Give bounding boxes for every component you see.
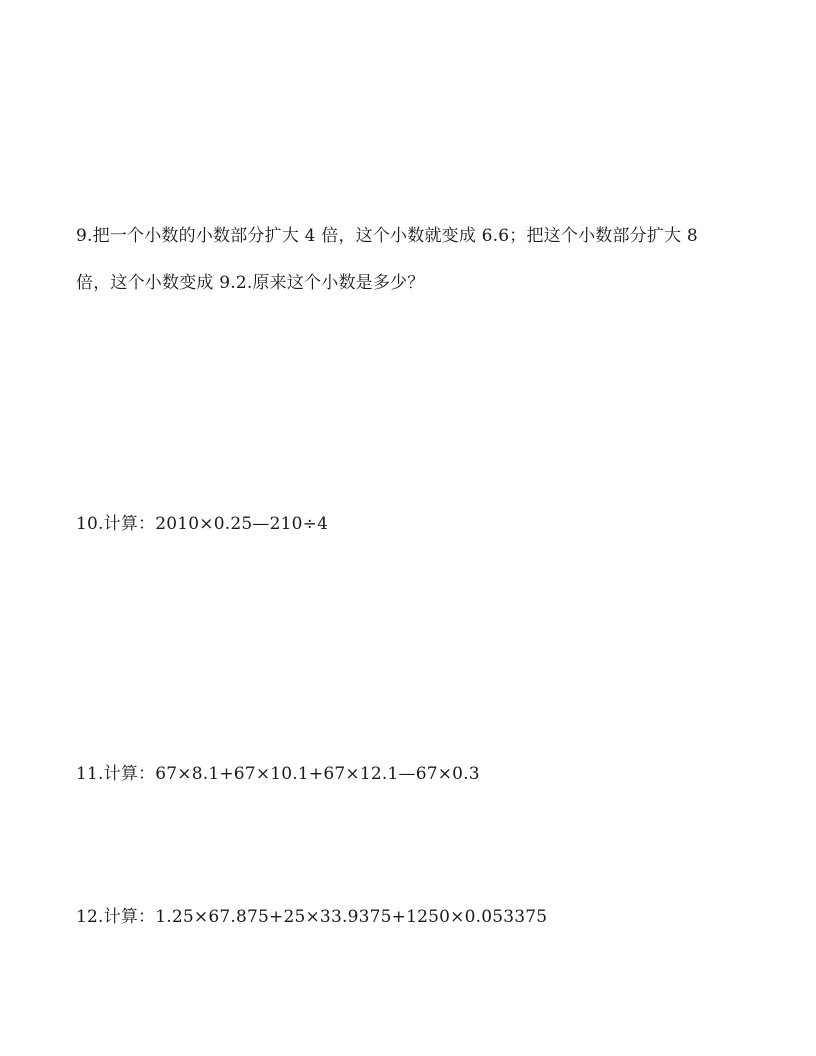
question-9-line-2: 倍，这个小数变成 9.2.原来这个小数是多少？ [76,273,425,293]
question-11: 11.计算：67×8.1+67×10.1+67×12.1—67×0.3 [76,764,480,784]
question-12: 12.计算：1.25×67.875+25×33.9375+1250×0.053375 [76,907,548,927]
question-9-line-1: 9.把一个小数的小数部分扩大 4 倍，这个小数就变成 6.6；把这个小数部分扩大 8 [76,226,698,246]
question-10: 10.计算：2010×0.25—210÷4 [76,514,329,534]
